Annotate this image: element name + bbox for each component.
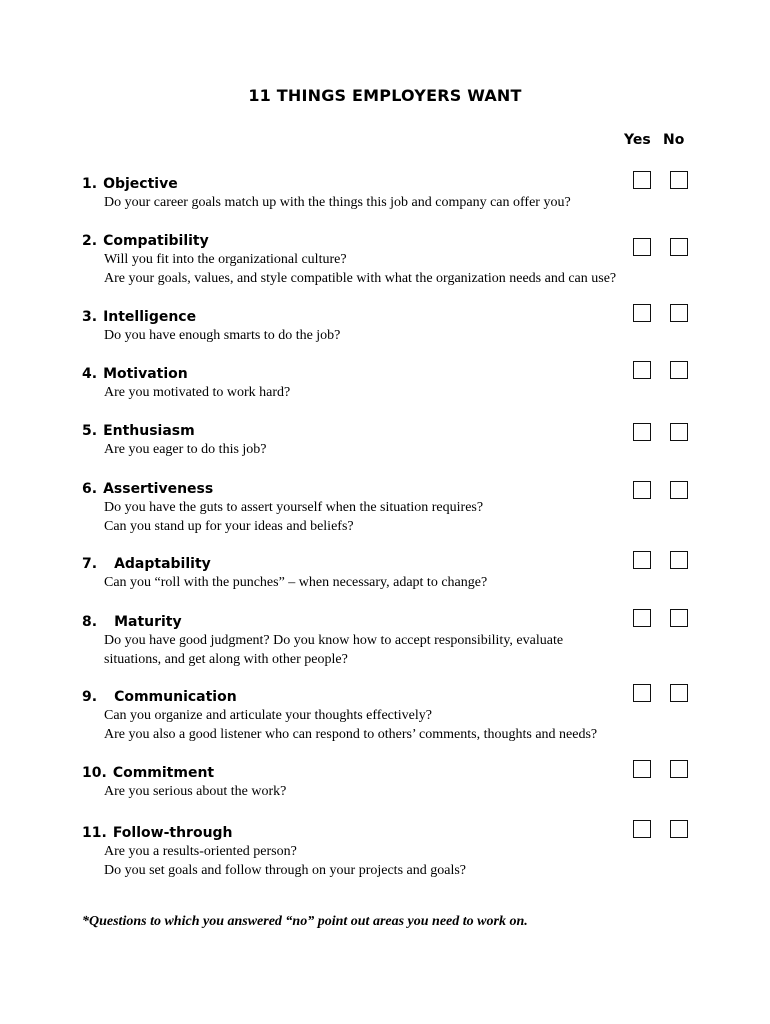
- question-heading: [82, 366, 188, 382]
- question-number: 1.: [82, 176, 98, 192]
- question-number: 9.: [82, 689, 98, 705]
- question-number: 4.: [82, 366, 98, 382]
- no-checkbox[interactable]: [670, 361, 688, 379]
- no-checkbox[interactable]: [670, 423, 688, 441]
- yes-checkbox[interactable]: [633, 304, 651, 322]
- page-title: 11 THINGS EMPLOYERS WANT: [248, 86, 522, 105]
- question-text: situations, and get along with other people?: [104, 652, 348, 667]
- question-text: Do your career goals match up with the things this job and company can offer you?: [104, 195, 571, 210]
- question-number: 2.: [82, 233, 98, 249]
- yes-checkbox[interactable]: [633, 361, 651, 379]
- footnote: *Questions to which you answered “no” point out areas you need to work on.: [82, 914, 528, 929]
- question-title: Follow-through: [112, 825, 233, 841]
- question-text: Are your goals, values, and style compatible with what the organization needs and can use?: [104, 271, 617, 286]
- yes-column-header: Yes: [624, 132, 651, 148]
- question-title: Motivation: [103, 366, 188, 382]
- yes-checkbox[interactable]: [633, 760, 651, 778]
- question-number: 6.: [82, 481, 98, 497]
- question-number: 10.: [82, 765, 107, 781]
- question-heading: [82, 309, 196, 325]
- yes-checkbox[interactable]: [633, 481, 651, 499]
- question-title: Communication: [114, 689, 237, 705]
- no-checkbox[interactable]: [670, 304, 688, 322]
- question-heading: [82, 825, 233, 841]
- no-checkbox[interactable]: [670, 760, 688, 778]
- question-text: Do you have good judgment? Do you know how to accept responsibility, evaluate: [104, 633, 564, 648]
- yes-checkbox[interactable]: [633, 238, 651, 256]
- question-title: Commitment: [112, 765, 215, 781]
- question-text: Do you have the guts to assert yourself when the situation requires?: [104, 500, 484, 515]
- question-number: 11.: [82, 825, 107, 841]
- question-heading: [82, 423, 195, 439]
- question-heading: [82, 765, 214, 781]
- no-checkbox[interactable]: [670, 481, 688, 499]
- no-checkbox[interactable]: [670, 171, 688, 189]
- no-checkbox[interactable]: [670, 820, 688, 838]
- question-title: Enthusiasm: [103, 423, 195, 439]
- question-title: Compatibility: [103, 233, 209, 249]
- question-text: Can you “roll with the punches” – when necessary, adapt to change?: [104, 575, 488, 590]
- question-number: 5.: [82, 423, 98, 439]
- no-checkbox[interactable]: [670, 238, 688, 256]
- yes-checkbox[interactable]: [633, 171, 651, 189]
- yes-checkbox[interactable]: [633, 551, 651, 569]
- no-checkbox[interactable]: [670, 609, 688, 627]
- question-title: Adaptability: [114, 556, 211, 572]
- question-number: 8.: [82, 614, 98, 630]
- question-title: Objective: [103, 176, 178, 192]
- question-title: Maturity: [114, 614, 182, 630]
- question-text: Can you organize and articulate your thoughts effectively?: [104, 708, 432, 723]
- question-text: Will you fit into the organizational culture?: [104, 252, 347, 267]
- question-text: Are you motivated to work hard?: [104, 385, 291, 400]
- yes-checkbox[interactable]: [633, 423, 651, 441]
- question-number: 3.: [82, 309, 98, 325]
- question-heading: [82, 689, 237, 705]
- question-text: Do you set goals and follow through on your projects and goals?: [104, 863, 466, 878]
- question-text: Are you eager to do this job?: [104, 442, 267, 457]
- yes-checkbox[interactable]: [633, 820, 651, 838]
- question-text: Can you stand up for your ideas and beliefs?: [104, 519, 354, 534]
- question-title: Assertiveness: [103, 481, 214, 497]
- question-title: Intelligence: [103, 309, 197, 325]
- no-checkbox[interactable]: [670, 551, 688, 569]
- question-number: 7.: [82, 556, 98, 572]
- question-heading: [82, 481, 213, 497]
- question-heading: [82, 176, 178, 192]
- no-column-header: No: [663, 132, 685, 148]
- question-text: Are you serious about the work?: [104, 784, 287, 799]
- yes-checkbox[interactable]: [633, 609, 651, 627]
- question-text: Are you a results-oriented person?: [104, 844, 297, 859]
- question-text: Do you have enough smarts to do the job?: [104, 328, 341, 343]
- question-heading: [82, 556, 211, 572]
- question-text: Are you also a good listener who can respond to others’ comments, thoughts and needs?: [104, 727, 598, 742]
- question-heading: [82, 614, 182, 630]
- question-heading: [82, 233, 209, 249]
- yes-checkbox[interactable]: [633, 684, 651, 702]
- no-checkbox[interactable]: [670, 684, 688, 702]
